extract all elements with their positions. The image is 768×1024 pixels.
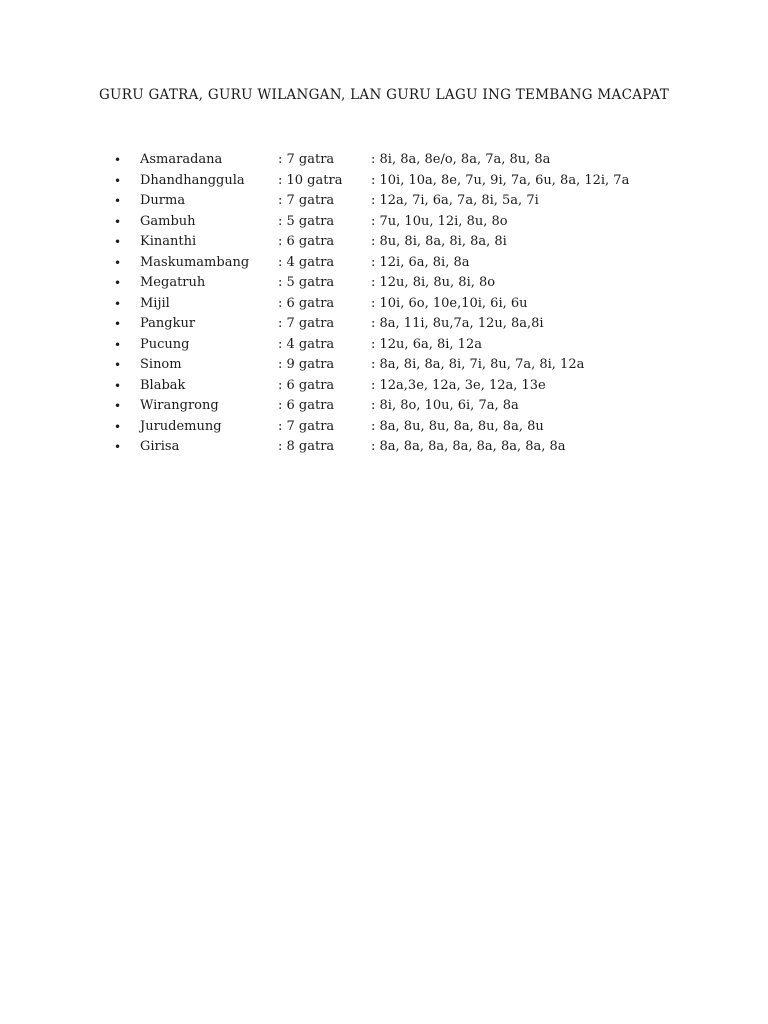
- tembang-name: Kinanthi: [140, 234, 197, 249]
- bullet-icon: •: [114, 235, 122, 249]
- bullet-icon: •: [114, 194, 122, 208]
- guru-gatra: : 6 gatra: [278, 234, 335, 249]
- guru-gatra: : 7 gatra: [278, 316, 335, 331]
- list-item: [0, 191, 768, 212]
- tembang-name: Maskumambang: [140, 254, 250, 270]
- guru-gatra: : 6 gatra: [278, 377, 335, 393]
- bullet-icon: •: [114, 317, 122, 331]
- page-title: GURU GATRA, GURU WILANGAN, LAN GURU LAGU ING TEMBANG MACAPAT: [98, 87, 670, 103]
- guru-gatra: : 10 gatra: [278, 172, 343, 188]
- guru-wilangan-lagu: : 8a, 11i, 8u,7a, 12u, 8a,8i: [371, 316, 544, 331]
- guru-wilangan-lagu: : 12i, 6a, 8i, 8a: [371, 254, 470, 270]
- list-item: [0, 437, 768, 458]
- bullet-icon: •: [114, 378, 122, 393]
- tembang-name: Wirangrong: [140, 398, 219, 413]
- bullet-icon: •: [114, 419, 122, 434]
- guru-gatra: : 7 gatra: [278, 152, 335, 167]
- guru-wilangan-lagu: : 8a, 8a, 8a, 8a, 8a, 8a, 8a, 8a: [371, 439, 566, 454]
- guru-wilangan-lagu: : 8a, 8i, 8a, 8i, 7i, 8u, 7a, 8i, 12a: [371, 357, 585, 372]
- list-item: [0, 273, 768, 294]
- guru-gatra: : 9 gatra: [278, 357, 335, 372]
- tembang-name: Asmaradana: [140, 152, 223, 167]
- tembang-name: Blabak: [140, 377, 186, 393]
- bullet-icon: •: [114, 276, 122, 290]
- guru-wilangan-lagu: : 12u, 6a, 8i, 12a: [371, 336, 482, 352]
- list-item: [0, 396, 768, 417]
- list-item: [0, 335, 768, 356]
- bullet-icon: •: [114, 399, 122, 413]
- guru-gatra: : 6 gatra: [278, 398, 335, 413]
- tembang-name: Gambuh: [140, 213, 196, 229]
- bullet-icon: •: [114, 255, 122, 270]
- list-item: [0, 253, 768, 274]
- bullet-icon: •: [114, 296, 122, 311]
- guru-gatra: : 4 gatra: [278, 254, 335, 270]
- list-item: [0, 150, 768, 171]
- guru-gatra: : 8 gatra: [278, 439, 335, 454]
- tembang-name: Mijil: [140, 295, 170, 311]
- guru-wilangan-lagu: : 8a, 8u, 8u, 8a, 8u, 8a, 8u: [371, 418, 544, 434]
- tembang-name: Jurudemung: [140, 418, 222, 434]
- guru-wilangan-lagu: : 7u, 10u, 12i, 8u, 8o: [371, 213, 508, 229]
- tembang-list: [0, 150, 768, 458]
- list-item: [0, 294, 768, 315]
- bullet-icon: •: [114, 358, 122, 372]
- list-item: [0, 376, 768, 397]
- list-item: [0, 417, 768, 438]
- tembang-name: Megatruh: [140, 275, 206, 290]
- tembang-name: Pucung: [140, 336, 190, 352]
- list-item: [0, 314, 768, 335]
- guru-wilangan-lagu: : 10i, 6o, 10e,10i, 6i, 6u: [371, 295, 528, 311]
- guru-gatra: : 5 gatra: [278, 275, 335, 290]
- tembang-name: Durma: [140, 193, 186, 208]
- guru-wilangan-lagu: : 8i, 8a, 8e/o, 8a, 7a, 8u, 8a: [371, 152, 551, 167]
- guru-gatra: : 4 gatra: [278, 336, 335, 352]
- tembang-name: Girisa: [140, 439, 180, 454]
- guru-wilangan-lagu: : 8u, 8i, 8a, 8i, 8a, 8i: [371, 234, 507, 249]
- bullet-icon: •: [114, 173, 122, 188]
- guru-wilangan-lagu: : 12u, 8i, 8u, 8i, 8o: [371, 275, 496, 290]
- guru-gatra: : 5 gatra: [278, 213, 335, 229]
- guru-wilangan-lagu: : 12a, 7i, 6a, 7a, 8i, 5a, 7i: [371, 193, 539, 208]
- bullet-icon: •: [114, 153, 122, 167]
- list-item: [0, 212, 768, 233]
- bullet-icon: •: [114, 214, 122, 229]
- guru-gatra: : 7 gatra: [278, 193, 335, 208]
- guru-gatra: : 6 gatra: [278, 295, 335, 311]
- guru-wilangan-lagu: : 8i, 8o, 10u, 6i, 7a, 8a: [371, 398, 519, 413]
- list-item: [0, 232, 768, 253]
- bullet-icon: •: [114, 337, 122, 352]
- tembang-name: Sinom: [140, 357, 182, 372]
- bullet-icon: •: [114, 440, 122, 454]
- list-item: [0, 171, 768, 192]
- guru-gatra: : 7 gatra: [278, 418, 335, 434]
- tembang-name: Dhandhanggula: [140, 172, 245, 188]
- guru-wilangan-lagu: : 12a,3e, 12a, 3e, 12a, 13e: [371, 377, 546, 393]
- tembang-name: Pangkur: [140, 316, 196, 331]
- list-item: [0, 355, 768, 376]
- guru-wilangan-lagu: : 10i, 10a, 8e, 7u, 9i, 7a, 6u, 8a, 12i, 7a: [371, 172, 630, 188]
